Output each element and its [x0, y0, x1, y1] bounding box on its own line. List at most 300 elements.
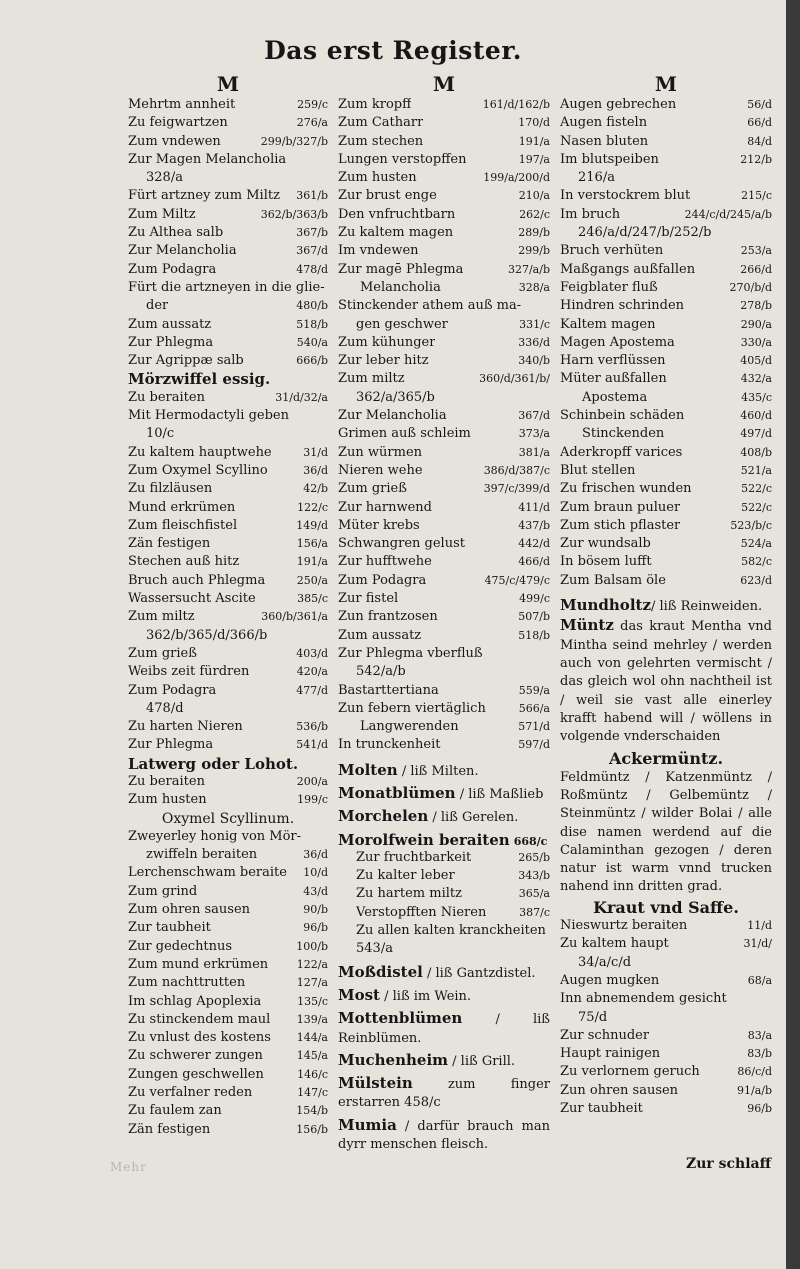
entry-term: Zur leber hitz — [338, 353, 429, 369]
entry-page-ref: 276/a — [296, 116, 328, 130]
index-entry — [560, 917, 772, 935]
index-entry — [560, 370, 772, 388]
entry-page-ref: 559/a — [518, 683, 550, 697]
entry-term: Mit Hermodactyli geben — [128, 408, 289, 424]
entry-term: Zu Althea salb — [128, 225, 224, 241]
entry-page-ref: 460/d — [740, 409, 772, 423]
index-entry — [128, 663, 328, 681]
index-entry — [560, 1082, 772, 1100]
index-entry — [338, 261, 550, 279]
entry-term: Zu schwerer zungen — [128, 1048, 263, 1064]
index-entry — [560, 187, 772, 205]
entry-term: Zur brust enge — [338, 188, 437, 204]
entry-head: Morchelen — [338, 807, 429, 826]
index-entry — [128, 919, 328, 937]
entry-page-ref: 10/d — [303, 866, 328, 880]
index-entry — [128, 1011, 328, 1029]
entry-term: 34/a/c/d — [578, 954, 632, 970]
entry-term: Zum ohren sausen — [128, 902, 251, 918]
index-entry — [560, 407, 772, 425]
entry-page-ref: 411/d — [518, 500, 550, 514]
entry-page-ref: 250/a — [296, 573, 328, 587]
entry-term: Zu verfalner reden — [128, 1085, 253, 1101]
entry-term: Zur Melancholia — [338, 408, 447, 424]
index-entry — [128, 407, 328, 425]
entry-text: / darfür brauch man dyrr menschen fleisch. — [338, 1118, 550, 1153]
index-column-1 — [128, 96, 328, 1139]
entry-term: Zu beraiten — [128, 773, 205, 789]
entry-page-ref: 397/c/399/d — [483, 482, 550, 496]
entry-page-ref: 432/a — [740, 372, 772, 386]
entry-page-ref: 330/a — [740, 335, 772, 349]
index-entry — [128, 279, 328, 297]
entry-head: Muchenheim — [338, 1050, 449, 1069]
entry-page-ref: 170/d — [518, 116, 550, 130]
entry-term: Zu hartem miltz — [356, 886, 462, 902]
index-entry — [128, 1084, 328, 1102]
entry-term: Bruch verhüten — [560, 243, 664, 259]
index-entry — [338, 389, 550, 407]
entry-page-ref: 367/b — [296, 226, 328, 240]
entry-term: Inn abnemendem gesicht — [560, 991, 727, 1007]
index-entry — [128, 700, 328, 718]
entry-page-ref: 215/c — [741, 189, 772, 203]
entry-term: 542/a/b — [356, 664, 406, 680]
entry-term: Kaltem magen — [560, 316, 656, 332]
entry-text: / liß Gantzdistel. — [426, 965, 536, 981]
index-entry — [128, 187, 328, 205]
entry-term: Fürt die artzneyen in die glie- — [128, 279, 325, 295]
entry-page-ref: 623/d — [740, 573, 772, 587]
index-entry — [338, 517, 550, 535]
entry-page-ref: 83/b — [747, 1047, 772, 1061]
entry-page-ref: 405/d — [740, 354, 772, 368]
entry-page-ref: 480/b — [296, 299, 328, 313]
index-entry — [128, 444, 328, 462]
entry-page-ref: 127/a — [296, 976, 328, 990]
entry-term: 75/d — [578, 1009, 608, 1025]
entry-page-ref: 36/d — [303, 848, 328, 862]
entry-term: Melancholia — [360, 279, 441, 295]
index-entry — [338, 297, 550, 315]
entry-page-ref: 386/d/387/c — [483, 463, 550, 477]
entry-term: Oxymel Scyllinum. — [161, 810, 295, 827]
entry-page-ref: 499/c — [519, 592, 550, 606]
entry-term: Zum Oxymel Scyllino — [128, 462, 268, 478]
index-entry — [560, 1045, 772, 1063]
entry-page-ref: 524/a — [740, 537, 772, 551]
index-entry — [338, 114, 550, 132]
index-entry — [128, 206, 328, 224]
entry-page-ref: 210/a — [518, 189, 550, 203]
index-entry — [560, 572, 772, 590]
entry-term: Nieren wehe — [338, 462, 423, 478]
column-letter-1: M — [216, 72, 240, 96]
entry-term: Schinbein schäden — [560, 408, 685, 424]
entry-page-ref: 367/d — [518, 409, 550, 423]
entry-term: Zum grieß — [128, 645, 197, 661]
entry-page-ref: 420/a — [296, 665, 328, 679]
index-entry — [338, 867, 550, 885]
entry-term: Zur Melancholia — [128, 243, 237, 259]
entry-page-ref: 139/a — [296, 1012, 328, 1026]
index-entry — [128, 645, 328, 663]
index-entry — [560, 389, 772, 407]
index-entry — [338, 682, 550, 700]
entry-term: Zum aussatz — [338, 627, 422, 643]
entry-page-ref: 265/b — [518, 850, 550, 864]
index-entry-crossref — [338, 761, 550, 781]
index-entry — [338, 334, 550, 352]
index-entry — [338, 96, 550, 114]
index-entry — [128, 956, 328, 974]
entry-page-ref: 11/d — [747, 919, 772, 933]
entry-term: Morolfwein beraiten — [338, 830, 510, 849]
entry-term: Zur Phlegma — [128, 737, 214, 753]
entry-head: Most — [338, 985, 380, 1004]
entry-page-ref: 31/d — [303, 445, 328, 459]
entry-term: Bruch auch Phlegma — [128, 572, 266, 588]
index-entry — [128, 901, 328, 919]
entry-term: Feigblater fluß — [560, 279, 658, 295]
index-entry — [560, 352, 772, 370]
index-entry — [338, 700, 550, 718]
index-entry-muentz: Müntz das kraut Mentha vnd Mintha seind mehrley / werden auch von gelehrten vermischt / das gleich wol ohn nachtheil ist / weil sie vast alle einerley krafft habend will / wöllens in volgende vnderschaiden — [560, 616, 772, 745]
entry-page-ref: 497/d — [740, 427, 772, 441]
index-entry — [338, 407, 550, 425]
entry-term: Latwerg oder Lohot. — [128, 754, 299, 773]
entry-text: zum finger erstarren 458/c — [338, 1077, 550, 1111]
index-entry — [128, 389, 328, 407]
index-entry — [128, 242, 328, 260]
entry-page-ref: 343/b — [518, 869, 550, 883]
entry-page-ref: 156/a — [296, 537, 328, 551]
entry-term: Zän festigen — [128, 1121, 211, 1137]
entry-term: Zum miltz — [338, 371, 405, 387]
entry-head: Mülstein — [338, 1074, 413, 1093]
index-entry — [338, 645, 550, 663]
entry-term: Zän festigen — [128, 536, 211, 552]
index-entry-crossref — [338, 807, 550, 827]
entry-page-ref: 442/d — [518, 537, 550, 551]
index-entry — [338, 370, 550, 388]
index-entry — [338, 151, 550, 169]
catchword: Zur schlaff — [686, 1156, 772, 1172]
index-entry — [338, 904, 550, 922]
entry-page-ref: 336/d — [518, 335, 550, 349]
index-entry — [128, 224, 328, 242]
entry-term: 362/b/365/d/366/b — [146, 627, 268, 643]
entry-page-ref: 191/a — [518, 134, 550, 148]
entry-page-ref: 122/c — [297, 500, 328, 514]
index-entry — [560, 114, 772, 132]
entry-term: Zur Magen Melancholia — [128, 151, 287, 167]
entry-page-ref: 435/c — [741, 390, 772, 404]
entry-page-ref: 381/a — [518, 445, 550, 459]
entry-page-ref: 84/d — [747, 134, 772, 148]
entry-term: Harn verflüssen — [560, 353, 666, 369]
entry-term: 362/a/365/b — [356, 389, 435, 405]
entry-page-ref: 147/c — [297, 1086, 328, 1100]
index-entry — [128, 938, 328, 956]
index-entry — [560, 279, 772, 297]
entry-page-ref: 91/a/b — [736, 1083, 772, 1097]
index-entry — [128, 151, 328, 169]
index-entry — [128, 974, 328, 992]
entry-term: Zum Podagra — [128, 682, 217, 698]
index-entry — [560, 1027, 772, 1045]
entry-page-ref: 289/b — [518, 226, 550, 240]
entry-term: Zur gedechtnus — [128, 938, 233, 954]
index-entry — [128, 810, 328, 828]
entry-term: Zur Phlegma vberfluß — [338, 645, 483, 661]
index-entry — [560, 169, 772, 187]
entry-term: Stinckender athem auß ma- — [338, 298, 522, 314]
entry-term: Zum Podagra — [338, 572, 427, 588]
index-entry — [338, 590, 550, 608]
entry-term: Augen mugken — [560, 972, 660, 988]
index-column-3 — [560, 96, 772, 1118]
index-entry-crossref — [338, 1009, 550, 1048]
index-entry — [128, 169, 328, 187]
entry-page-ref: 144/a — [296, 1031, 328, 1045]
entry-term: Zum kühunger — [338, 334, 436, 350]
entry-term: 216/a — [578, 170, 615, 186]
entry-term: Mund erkrümen — [128, 499, 236, 515]
entry-term: Zum mund erkrümen — [128, 956, 269, 972]
index-entry — [128, 590, 328, 608]
entry-term: Zur Phlegma — [128, 334, 214, 350]
index-entry — [560, 480, 772, 498]
index-entry — [128, 773, 328, 791]
index-entry — [560, 935, 772, 953]
index-entry — [338, 849, 550, 867]
entry-head: Monatblümen — [338, 783, 456, 802]
entry-page-ref: 299/b — [518, 244, 550, 258]
entry-head: Molten — [338, 760, 398, 779]
index-entry — [560, 553, 772, 571]
entry-page-ref: 523/b/c — [730, 518, 772, 532]
index-entry — [128, 1066, 328, 1084]
entry-page-ref: 328/a — [518, 280, 550, 294]
page-title: Das erst Register. — [264, 36, 522, 65]
index-entry — [560, 334, 772, 352]
entry-term: Stinckenden — [582, 426, 665, 442]
entry-term: Zum husten — [338, 170, 417, 186]
entry-page-ref: 582/c — [741, 555, 772, 569]
entry-term: Zu filzläusen — [128, 481, 213, 497]
index-entry — [128, 480, 328, 498]
entry-term: Zu feigwartzen — [128, 115, 228, 131]
entry-term: In verstockrem blut — [560, 188, 691, 204]
index-entry — [560, 206, 772, 224]
entry-term: Zur schnuder — [560, 1027, 650, 1043]
index-entry — [128, 682, 328, 700]
entry-term: Zum Miltz — [128, 206, 196, 222]
index-entry — [128, 718, 328, 736]
index-entry — [128, 1047, 328, 1065]
entry-page-ref: 365/a — [518, 887, 550, 901]
entry-term: Zun ohren sausen — [560, 1082, 679, 1098]
entry-term: Zu stinckendem maul — [128, 1011, 271, 1027]
entry-page-ref: 360/d/361/b/ — [479, 372, 550, 386]
entry-term: Augen fisteln — [560, 115, 648, 131]
index-entry — [128, 96, 328, 114]
entry-term: Langwerenden — [360, 719, 459, 735]
entry-term: Grimen auß schleim — [338, 426, 471, 442]
entry-term: Zum kropff — [338, 97, 412, 112]
index-entry — [338, 831, 550, 849]
index-entry — [338, 553, 550, 571]
index-entry-crossref — [338, 986, 550, 1006]
entry-term: Zum Podagra — [128, 261, 217, 277]
index-entry — [560, 499, 772, 517]
entry-page-ref: 200/a — [296, 774, 328, 788]
entry-term: gen geschwer — [356, 316, 448, 332]
entry-term: Blut stellen — [560, 462, 636, 478]
index-entry — [338, 169, 550, 187]
index-entry — [128, 297, 328, 315]
entry-term: Im blutspeiben — [560, 151, 659, 167]
index-entry — [560, 972, 772, 990]
entry-term: Müter krebs — [338, 517, 420, 533]
entry-term: Zum grind — [128, 883, 198, 899]
entry-page-ref: 199/a/200/d — [483, 171, 550, 185]
entry-text: / liß Maßlieb — [459, 786, 544, 802]
entry-page-ref: 475/c/479/c — [484, 573, 550, 587]
entry-head: Mumia — [338, 1115, 397, 1134]
index-entry — [128, 499, 328, 517]
entry-term: 478/d — [146, 700, 184, 716]
entry-term: Schwangren gelust — [338, 536, 465, 552]
index-entry — [560, 954, 772, 972]
entry-page-ref: 571/d — [518, 720, 550, 734]
index-entry — [128, 1121, 328, 1139]
index-entry — [128, 352, 328, 370]
entry-term: Zum fleischfistel — [128, 517, 238, 533]
entry-term: Zun würmen — [338, 444, 423, 460]
column-letter-2: M — [432, 72, 456, 96]
entry-page-ref: 68/a — [747, 973, 772, 987]
index-entry — [338, 922, 550, 940]
index-entry — [128, 553, 328, 571]
entry-term: Zu kaltem haupt — [560, 936, 669, 952]
entry-term: Zum vndewen — [128, 133, 221, 149]
entry-term: Mehrtm annheit — [128, 97, 236, 112]
entry-term: 10/c — [146, 426, 175, 442]
entry-page-ref: 367/d — [296, 244, 328, 258]
index-entry — [128, 1029, 328, 1047]
entry-page-ref: 299/b/327/b — [260, 134, 328, 148]
entry-page-ref: 536/b — [296, 720, 328, 734]
entry-term: Zu faulem zan — [128, 1103, 222, 1119]
entry-term: Zu beraiten — [128, 389, 205, 405]
entry-page-ref: 387/c — [519, 905, 550, 919]
index-entry — [338, 663, 550, 681]
index-entry — [338, 885, 550, 903]
index-entry — [128, 608, 328, 626]
entry-term: Bastarttertiana — [338, 682, 439, 698]
entry-page-ref: 361/b — [296, 189, 328, 203]
entry-page-ref: 521/a — [740, 463, 772, 477]
entry-page-ref: 403/d — [296, 646, 328, 660]
entry-term: Verstopfften Nieren — [356, 904, 487, 920]
index-entry — [560, 316, 772, 334]
entry-page-ref: 362/b/363/b — [260, 207, 328, 221]
index-entry — [338, 425, 550, 443]
entry-page-ref: 373/a — [518, 427, 550, 441]
entry-term: 543/a — [356, 941, 393, 957]
entry-page-ref: 340/b — [518, 354, 550, 368]
entry-term: Im vndewen — [338, 243, 419, 259]
entry-page-ref: 154/b — [296, 1104, 328, 1118]
entry-term: Wassersucht Ascite — [128, 591, 256, 607]
entry-term: Den vnfruchtbarn — [338, 206, 456, 222]
index-entry — [128, 334, 328, 352]
index-entry — [128, 736, 328, 754]
entry-page-ref: 478/d — [296, 262, 328, 276]
index-entry — [128, 535, 328, 553]
index-entry — [560, 535, 772, 553]
entry-page-ref: 437/b — [518, 518, 550, 532]
entry-term: Zum nachttrutten — [128, 975, 246, 991]
index-entry — [128, 261, 328, 279]
entry-term: Aderkropff varices — [560, 444, 683, 460]
entry-term: Zu harten Nieren — [128, 719, 243, 735]
index-entry — [338, 736, 550, 754]
index-entry — [560, 425, 772, 443]
index-entry — [338, 133, 550, 151]
entry-page-ref: 522/c — [741, 482, 772, 496]
entry-term: Zur wundsalb — [560, 536, 651, 552]
entry-page-ref: 253/a — [740, 244, 772, 258]
index-entry — [338, 627, 550, 645]
index-entry — [338, 187, 550, 205]
index-entry — [560, 1100, 772, 1118]
index-entry — [128, 1102, 328, 1120]
index-entry — [338, 535, 550, 553]
entry-term: Apostema — [582, 389, 648, 405]
entry-term: Zur taubheit — [560, 1101, 643, 1117]
index-entry — [128, 846, 328, 864]
index-entry — [128, 993, 328, 1011]
entry-term: Zum aussatz — [128, 316, 212, 332]
entry-term: Zum stechen — [338, 133, 424, 149]
index-entry — [560, 517, 772, 535]
entry-page-ref: 327/a/b — [507, 262, 550, 276]
entry-term: Lungen verstopffen — [338, 151, 467, 167]
index-entry — [128, 114, 328, 132]
entry-term: Zu allen kalten kranckheiten — [356, 923, 546, 939]
index-entry — [128, 755, 328, 773]
entry-page-ref: 145/a — [296, 1049, 328, 1063]
index-entry — [560, 462, 772, 480]
entry-page-ref: 518/b — [518, 628, 550, 642]
entry-term: Zum husten — [128, 792, 207, 808]
entry-term: Zu kaltem hauptwehe — [128, 444, 272, 460]
entry-term: Mörzwiffel essig. — [128, 370, 271, 389]
index-entry — [128, 517, 328, 535]
entry-page-ref: 541/d — [296, 738, 328, 752]
index-entry-crossref — [338, 784, 550, 804]
entry-text: / liß Grill. — [452, 1053, 516, 1069]
entry-term: In bösem lufft — [560, 554, 652, 570]
index-entry-ackermuentz: Feldmüntz / Katzenmüntz / Roßmüntz / Gelbemüntz / Steinmüntz / wilder Bolai / alle dise namen werdend auf die Calaminthan gezogen / deren natur ist warm vnnd trucken nahend inn dritten grad. — [560, 769, 772, 895]
index-entry-crossref — [338, 1116, 550, 1155]
index-entry — [338, 444, 550, 462]
entry-page-ref: 149/d — [296, 518, 328, 532]
bleed-through-text: Mehr — [110, 1160, 147, 1174]
